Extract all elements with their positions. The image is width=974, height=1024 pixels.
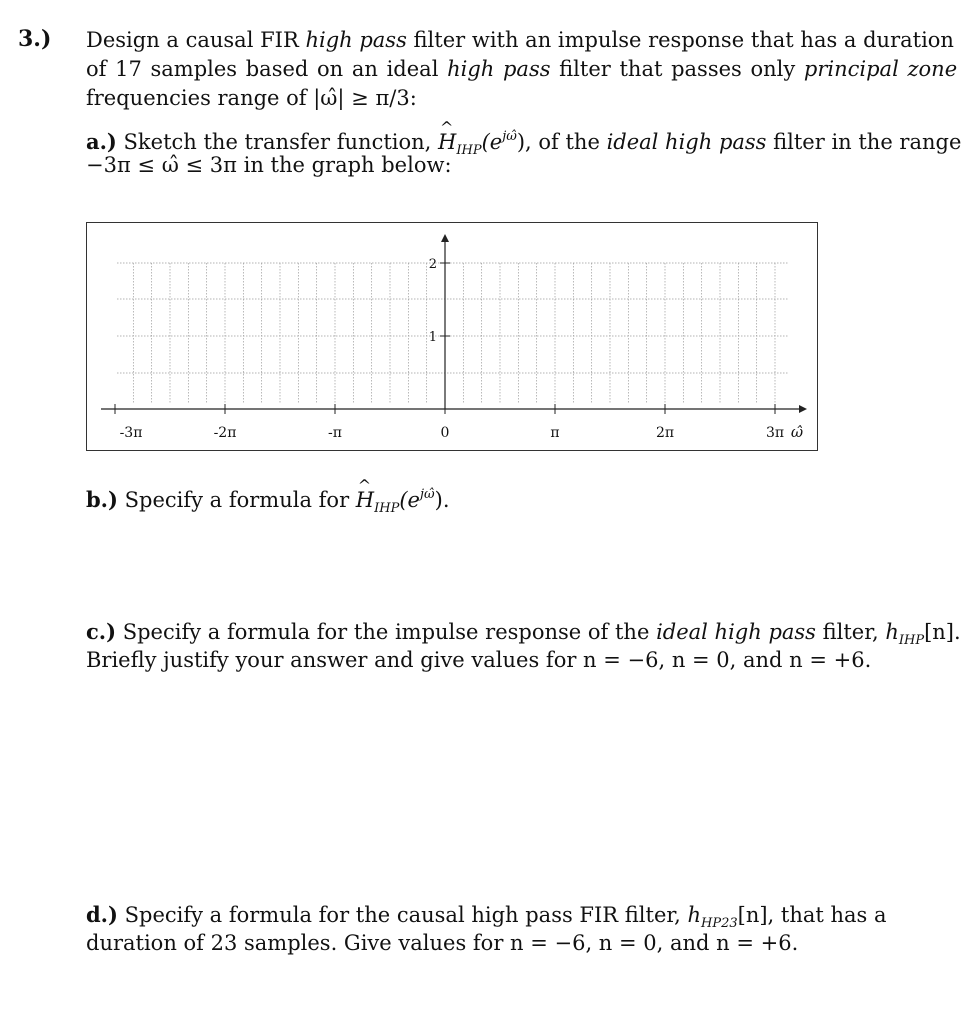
part-c-line-2: Briefly justify your answer and give values for n = −6, n = 0, and n = +6. (86, 648, 872, 672)
x-tick-label: -2π (213, 425, 237, 441)
part-d-line-1: d.) Specify a formula for the causal high pass FIR filter, $h_{HP23}[n]$, that has a (86, 902, 887, 931)
x-axis-label: ω̂ (790, 423, 804, 441)
x-tick-label: 2π (655, 425, 675, 441)
y-axis-arrow (441, 234, 449, 242)
x-tick-label: -3π (119, 425, 143, 441)
x-tick-label: 0 (440, 425, 450, 441)
part-d-line-2: duration of 23 samples. Give values for n = −6, n = 0, and n = +6. (86, 931, 799, 955)
part-a-line-2: −3π ≤ ω̂ ≤ 3π in the graph below: (86, 153, 452, 177)
x-axis-arrow (799, 405, 807, 413)
x-tick-label: 3π (765, 425, 785, 441)
graph-labels (120, 257, 804, 441)
intro-line-3: frequencies range of |ω̂| ≥ π/3: (86, 86, 417, 110)
part-b-line: b.) Specify a formula for ^ $H_{IHP}(e^{j\omegâ})$. (86, 480, 450, 523)
y-tick-label: 1 (428, 330, 437, 345)
x-tick-label: -π (328, 425, 342, 441)
part-c-line-1: c.) Specify a formula for the impulse response of the ideal high pass filter, $h_{IHP}[n]$. (86, 619, 961, 648)
question-intro (86, 26, 958, 113)
graph-grid (117, 263, 789, 403)
intro-line-1: Design a causal FIR high pass filter with an impulse response that has a duration (86, 28, 954, 52)
y-tick-label: 2 (428, 257, 437, 272)
sketch-graph[interactable] (86, 222, 818, 451)
part-a-line-1: a.) Sketch the transfer function, ^ $H_{IHP}(e^{j\omegâ})$, of the ideal high pass filter in the range (86, 122, 961, 165)
intro-line-2: of 17 samples based on an ideal high pass filter that passes only principal zone (86, 57, 958, 81)
question-number: 3.) (18, 26, 52, 52)
graph-canvas (87, 223, 817, 450)
x-tick-label: π (550, 425, 560, 441)
